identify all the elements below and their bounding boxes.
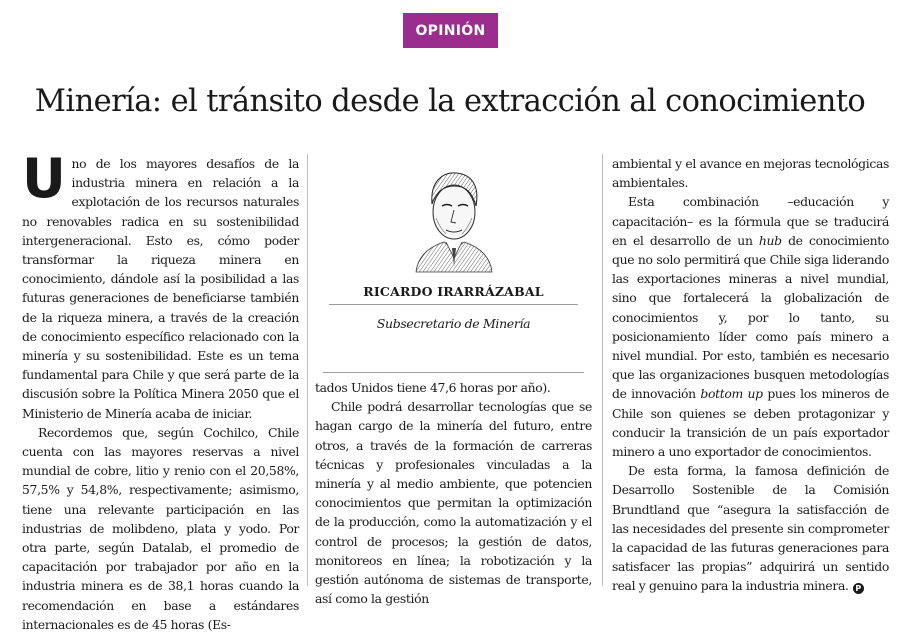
author-name: RICARDO IRARRÁZABAL <box>363 284 544 299</box>
drop-cap: U <box>22 147 66 210</box>
paragraph <box>612 192 889 461</box>
author-box-bottom-rule <box>323 372 584 373</box>
author-role: Subsecretario de Minería <box>376 316 531 331</box>
author-portrait <box>408 162 500 272</box>
paragraph <box>22 147 299 423</box>
paragraph-text: de conocimiento que no solo permitirá que Chile siga liderando las exportaciones mineras a nivel mundial, sino que fortalecerá la globalización de conocimientos y, por lo tanto, su posicionamiento líder como país minero a nivel mundial. Por esto, también es necesario que las organizaciones busquen metodologías de innovación <box>612 232 889 402</box>
paragraph: tados Unidos tiene 47,6 horas por año). <box>315 380 551 395</box>
end-mark-icon: P <box>853 583 864 594</box>
column-divider <box>602 154 603 586</box>
author-divider <box>329 304 578 305</box>
paragraph: Chile podrá desarrollar tecnologías que se hagan cargo de la minería del futuro, entre otros, a través de la formación de carreras técnicas y profesionales vinculadas a la minería y al medio ambiente, que potencien conocimientos que permitan la optimización de la producción, como la automatización y el control de procesos; la gestión de datos, monitoreos en línea; la robotización y la gestión autónoma de sistemas de transporte, así como la gestión <box>315 399 592 607</box>
article-column-1 <box>22 147 299 632</box>
paragraph <box>612 461 889 595</box>
author-box <box>315 154 592 372</box>
column-divider <box>307 154 308 586</box>
paragraph-text: no de los mayores desafíos de la industria minera en relación a la explotación de los recursos naturales no renovables radica en su sostenibilidad intergeneracional. Esto es, cómo poder transformar la riqueza minera en conocimiento, dándole así la posibilidad a las futuras generaciones de beneficiarse también de la riqueza minera, a través de la creación de conocimiento específico relacionado con la minería y su sostenibilidad. Este es un tema fundamental para Chile y que será parte de la discusión sobre la Política Minera 2050 que el Ministerio de Minería acaba de iniciar. <box>22 156 299 421</box>
article-column-3 <box>612 154 890 594</box>
italic-term: bottom up <box>700 386 763 402</box>
paragraph-text: Esta combinación –educación y capacitación– es la fórmula que se traducirá en el desarrollo de un <box>612 194 889 248</box>
headline: Minería: el tránsito desde la extracción al conocimiento <box>34 84 866 119</box>
italic-term: hub <box>758 232 782 248</box>
paragraph-text: pues los mineros de Chile son quienes se deben protagonizar y conducir la transición de un país exportador minero a uno exportador de conocimientos. <box>612 386 890 460</box>
paragraph-text: De esta forma, la famosa definición de Desarrollo Sostenible de la Comisión Brundtland que “asegura la satisfacción de las necesidades del presente sin comprometer la capacidad de las futuras generaciones para satisfacer las propias” adquirirá un sentido real y genuino para la industria minera. <box>612 463 889 594</box>
section-tag: OPINIÓN <box>403 13 498 48</box>
article-column-2 <box>315 154 592 607</box>
paragraph: ambiental y el avance en mejoras tecnológicas ambientales. <box>612 156 889 191</box>
paragraph: Recordemos que, según Cochilco, Chile cuenta con las mayores reservas a nivel mundial de cobre, litio y renio con el 20,58%, 57,5% y 54,8%, respectivamente; asimismo, tiene una relevante participación en las industrias de molibdeno, plata y yodo. Por otra parte, según Datalab, el promedio de capacitación por trabajador por año en la industria minera es de 38,1 horas cuando la recomendación en base a estándares internacionales es de 45 horas (Es- <box>22 424 299 632</box>
